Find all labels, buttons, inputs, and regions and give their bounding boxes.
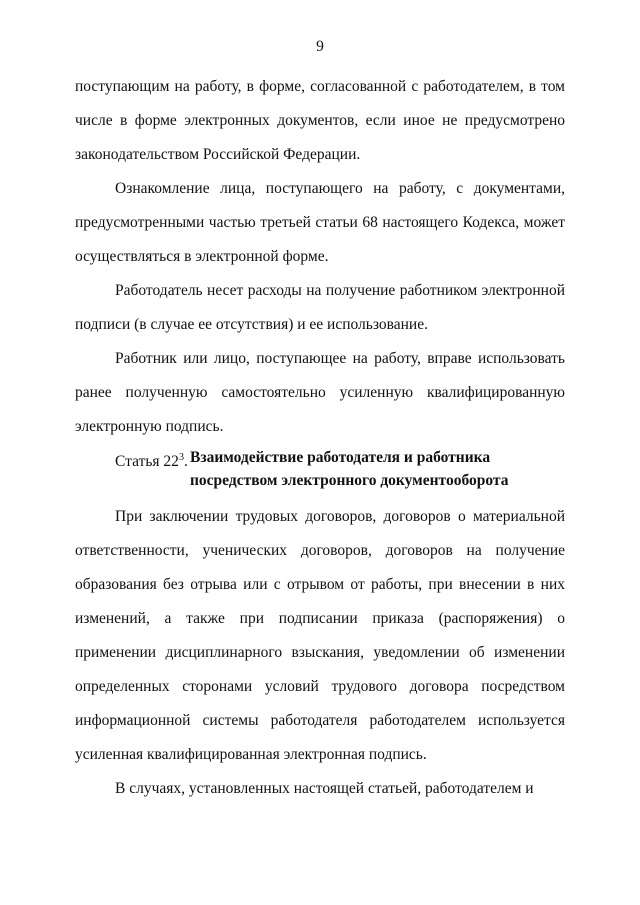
document-body — [75, 70, 565, 806]
article-number: Статья $22^3$. — [115, 452, 188, 471]
article-heading — [75, 446, 565, 500]
article-title-line-1: Взаимодействие работодателя и работника — [190, 449, 491, 466]
paragraph-continuation: поступающим на работу, в форме, согласованной с работодателем, в том числе в форме электронных документов, если иное не предусмотрено законодательством Российской Федерации. — [75, 78, 565, 163]
paragraph-cases: В случаях, установленных настоящей статьей, работодателем и — [115, 780, 534, 797]
article-title — [190, 446, 570, 492]
article-superscript: 3 — [178, 452, 184, 463]
article-title-line-2: посредством электронного документооборота — [190, 472, 509, 489]
paragraph-own-signature: Работник или лицо, поступающее на работу, вправе использовать ранее полученную самостоятельно усиленную квалифицированную электронную подпись. — [75, 350, 565, 435]
paragraph-contracts: При заключении трудовых договоров, договоров о материальной ответственности, ученических договоров, договоров на получение образования без отрыва или с отрывом от работы, при внесении в них изменений, а также при подписании приказа (распоряжения) о применении дисциплинарного взыскания, уведомлении об изменении определенных сторонами условий трудового договора посредством информационной системы работодателя работодателем используется усиленная квалифицированная электронная подпись. — [75, 508, 565, 763]
page-number: 9 — [316, 38, 324, 55]
paragraph-employer-expenses: Работодатель несет расходы на получение работником электронной подписи (в случае ее отсутствия) и ее использование. — [75, 282, 565, 333]
paragraph-familiarization: Ознакомление лица, поступающего на работу, с документами, предусмотренными частью третьей статьи 68 настоящего Кодекса, может осуществляться в электронной форме. — [75, 180, 565, 265]
